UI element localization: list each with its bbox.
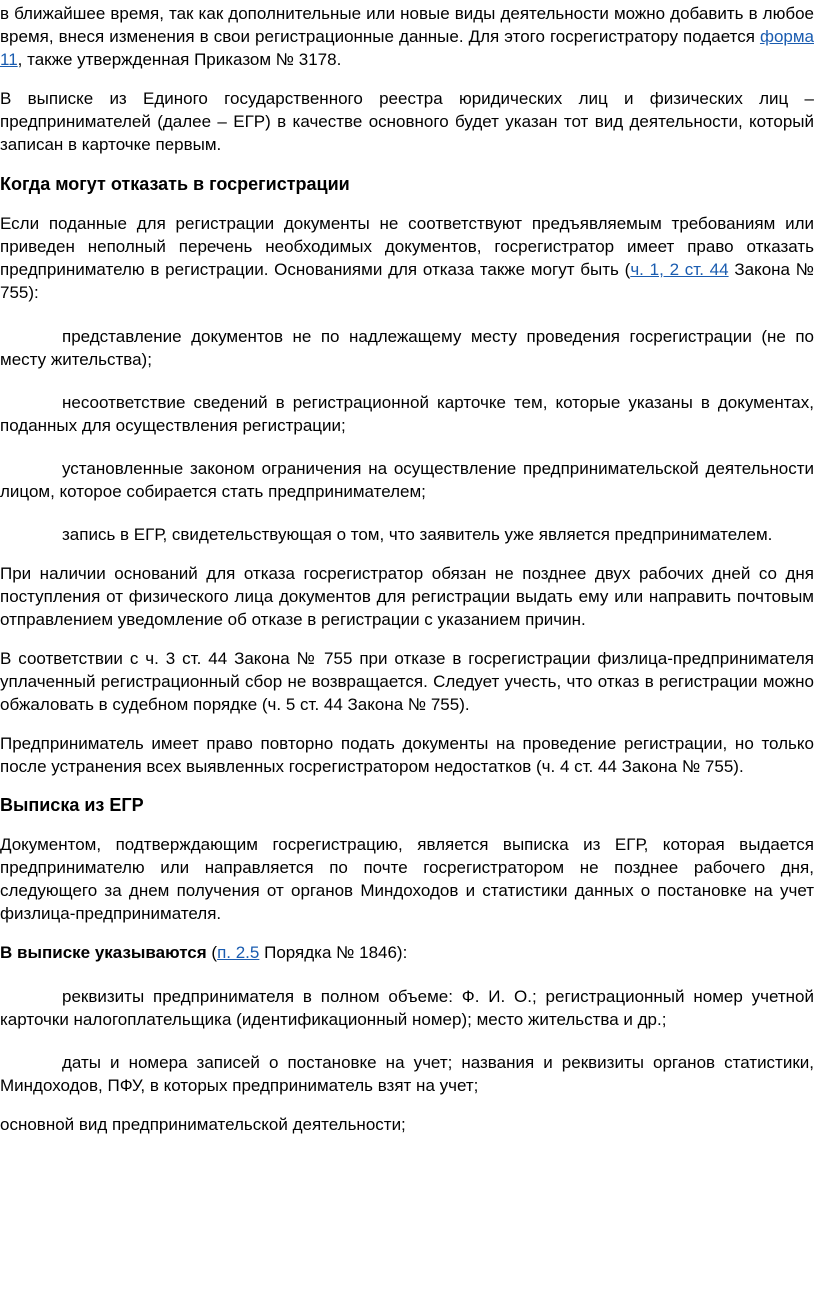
list-item-refusal-4: запись в ЕГР, свидетельствующая о том, что заявитель уже является предпринимателем. [62,525,773,544]
heading-extract: Выписка из ЕГР [0,795,144,815]
list-item-refusal-1: представление документов не по надлежащему месту проведения госрегистрации (не по месту жительства); [0,327,814,369]
paragraph-fee-not-returned: В соответствии с ч. 3 ст. 44 Закона № 755 при отказе в госрегистрации физлица-предпринимателя уплаченный регистрационный сбор не возвращается. Следует учесть, что отказ в регистрации можно обжаловать в судебном порядке (ч. 5 ст. 44 Закона № 755). [0,649,814,714]
link-article-44[interactable]: ч. 1, 2 ст. 44 [630,260,729,279]
paragraph-extract-document: Документом, подтверждающим госрегистрацию, является выписка из ЕГР, которая выдается предпринимателю или направляется по почте госрегистратором не позднее рабочего дня, следующего за днем получения от органов Миндоходов и статистики данных о постановке на учет физлица-предпринимателя. [0,835,814,923]
paragraph-egr-main-activity: В выписке из Единого государственного реестра юридических лиц и физических лиц – предпринимателей (далее – ЕГР) в качестве основного будет указан тот вид деятельности, который записан в карточке первым. [0,89,814,154]
paragraph-registration-changes: в ближайшее время, так как дополнительные или новые виды деятельности можно добавить в любое время, внеся изменения в свои регистрационные данные. Для этого госрегистратору подается форма 11, также утвержденная Приказом № 3178. [0,4,814,69]
list-item-refusal-3: установленные законом ограничения на осуществление предпринимательской деятельности лицом, которое собирается стать предпринимателем; [0,459,814,501]
link-form-11[interactable]: форма 11 [0,27,814,69]
list-item-extract-2: даты и номера записей о постановке на учет; названия и реквизиты органов статистики, Миндоходов, ПФУ, в которых предприниматель взят на учет; [0,1053,814,1095]
paragraph-refusal-notice: При наличии оснований для отказа госрегистратор обязан не позднее двух рабочих дней со дня поступления от физического лица документов для регистрации выдать ему или направить почтовым отправлением уведомление об отказе в регистрации с указанием причин. [0,564,814,629]
paragraph-extract-contents: В выписке указываются (п. 2.5 Порядка № 1846): [0,943,408,962]
heading-refusal: Когда могут отказать в госрегистрации [0,174,350,194]
paragraph-main-activity-item: основной вид предпринимательской деятельности; [0,1115,406,1134]
list-item-extract-1: реквизиты предпринимателя в полном объеме: Ф. И. О.; регистрационный номер учетной карточки налогоплательщика (идентификационный номер); место жительства и др.; [0,987,814,1029]
link-order-2-5[interactable]: п. 2.5 [217,943,260,962]
paragraph-resubmission: Предприниматель имеет право повторно подать документы на проведение регистрации, но только после устранения всех выявленных госрегистратором недостатков (ч. 4 ст. 44 Закона № 755). [0,734,814,776]
list-item-refusal-2: несоответствие сведений в регистрационной карточке тем, которые указаны в документах, поданных для осуществления регистрации; [0,393,814,435]
paragraph-refusal-grounds: Если поданные для регистрации документы не соответствуют предъявляемым требованиям или приведен неполный перечень необходимых документов, госрегистратор имеет право отказать предпринимателю в регистрации. Основаниями для отказа также могут быть (ч. 1, 2 ст. 44 Закона № 755): [0,214,814,302]
